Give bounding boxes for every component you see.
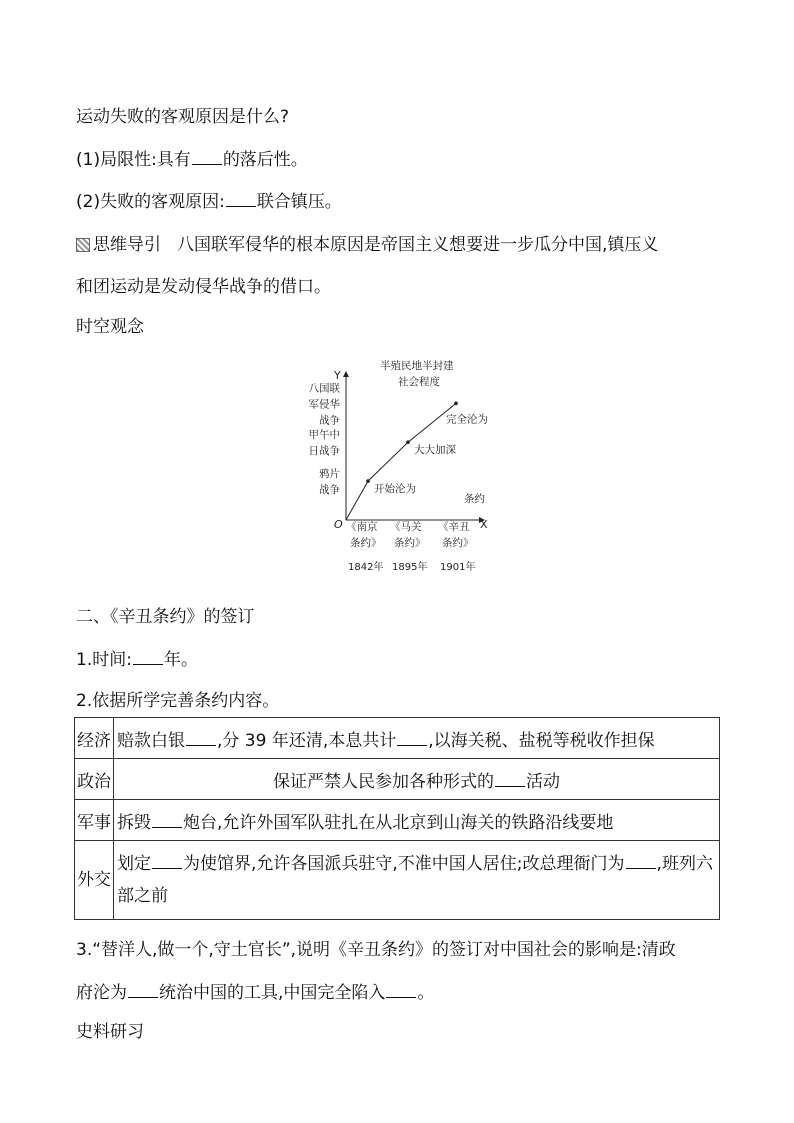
x-year-label: 1901年: [440, 562, 476, 573]
series-line: [346, 403, 456, 520]
y-axis-letter: Y: [334, 369, 341, 382]
source-study-heading: 史料研习: [76, 1022, 144, 1042]
y-tick-label: 军侵华: [308, 398, 340, 411]
content-cell: 拆毁 炮台,允许外国军队驻扎在从北京到山海关的铁路沿线要地: [114, 800, 720, 841]
data-point: [406, 440, 410, 444]
table-row: [75, 800, 720, 841]
sign-time-label: 1.时间:: [76, 650, 132, 670]
category-cell: 外交: [75, 841, 114, 920]
guide-line-2: [76, 276, 331, 298]
answer-blank[interactable]: [152, 813, 182, 828]
y-tick-label: 鸦片: [319, 468, 340, 481]
guide-icon: [76, 238, 90, 252]
y-tick-label: 战争: [319, 484, 340, 497]
impact-text-middle: 统治中国的工具,中国完全陷入: [159, 983, 386, 1003]
category-cell: 政治: [75, 759, 114, 800]
table-row: [75, 841, 720, 920]
question-line: [76, 106, 289, 128]
table-row: [75, 759, 720, 800]
x-axis-letter: X: [480, 518, 488, 531]
answer-blank[interactable]: [626, 854, 656, 869]
x-tick-label: 《辛丑: [438, 521, 470, 533]
x-year-label: 1842年: [348, 562, 384, 573]
origin-label: O: [334, 518, 343, 531]
x-tick-label: 条约》: [394, 537, 426, 549]
data-point: [366, 479, 370, 483]
point-label: 大大加深: [414, 444, 456, 457]
data-point: [454, 402, 458, 406]
table-row: [75, 718, 720, 759]
section-heading: 时空观念: [76, 317, 144, 337]
limitation-line: [76, 149, 308, 171]
y-tick-label: 八国联: [308, 382, 340, 395]
answer-blank[interactable]: [495, 772, 525, 787]
impact-text: 3.“替洋人,做一个,守土官长”,说明《辛丑条约》的签订对中国社会的影响是:清政: [76, 940, 676, 960]
question-text: 运动失败的客观原因是什么?: [76, 107, 290, 127]
answer-blank[interactable]: [152, 854, 182, 869]
complete-content-instruction: 2.依据所学完善条约内容。: [76, 691, 280, 711]
answer-blank[interactable]: [128, 983, 158, 998]
guide-text-continued: 和团运动是发动侵华战争的借口。: [76, 277, 331, 297]
objective-cause-line: [76, 191, 342, 213]
section2-title-line: [76, 606, 255, 628]
section2-title: 二、《辛丑条约》的签订: [76, 607, 255, 627]
society-degree-chart: [296, 352, 506, 580]
guide-label: 思维导引: [93, 235, 161, 255]
answer-blank[interactable]: [192, 150, 222, 165]
answer-blank[interactable]: [386, 983, 416, 998]
x-year-label: 1895年: [392, 562, 428, 573]
guide-line-1: [76, 234, 658, 256]
x-tick-label: 《马关: [390, 521, 422, 533]
sign-time-tail: 年。: [163, 650, 198, 670]
answer-blank[interactable]: [133, 650, 163, 665]
content-cell: 保证严禁人民参加各种形式的 活动: [114, 759, 720, 800]
objective-cause-tail: 联合镇压。: [256, 192, 342, 212]
treaty-content-table: [74, 717, 720, 920]
answer-blank[interactable]: [226, 192, 256, 207]
x-axis-label: 条约: [464, 493, 485, 505]
limitation-label: (1)局限性:具有: [76, 150, 191, 170]
point-label: 开始沦为: [374, 483, 416, 496]
source-study-heading-line: [76, 1021, 144, 1043]
impact-line-2: [76, 982, 434, 1004]
chart-title-line2: 社会程度: [398, 376, 440, 388]
impact-text-start: 府沦为: [76, 983, 127, 1003]
content-cell: 划定 为使馆界,允许各国派兵驻守,不准中国人居住;改总理衙门为 ,班列六部之前: [114, 841, 720, 920]
y-tick-label: 日战争: [308, 445, 340, 458]
guide-text: 八国联军侵华的根本原因是帝国主义想要进一步瓜分中国,镇压义: [177, 235, 659, 255]
limitation-tail: 的落后性。: [222, 150, 308, 170]
category-cell: 军事: [75, 800, 114, 841]
x-tick-label: 条约》: [350, 537, 382, 549]
impact-line-1: [76, 939, 676, 961]
x-tick-label: 《南京: [346, 521, 378, 533]
objective-cause-label: (2)失败的客观原因:: [76, 192, 225, 212]
chart-title-line1: 半殖民地半封建: [380, 360, 454, 372]
answer-blank[interactable]: [397, 731, 427, 746]
impact-text-end: 。: [417, 983, 435, 1003]
x-tick-label: 条约》: [442, 537, 474, 549]
sign-time-line: [76, 649, 198, 671]
y-tick-label: 甲午中: [308, 429, 340, 442]
y-tick-label: 战争: [319, 414, 340, 427]
category-cell: 经济: [75, 718, 114, 759]
content-cell: 赔款白银 ,分 39 年还清,本息共计 ,以海关税、盐税等税收作担保: [114, 718, 720, 759]
complete-content-line: [76, 690, 279, 712]
point-label: 完全沦为: [446, 413, 488, 426]
spacetime-heading: [76, 316, 144, 338]
answer-blank[interactable]: [186, 731, 216, 746]
